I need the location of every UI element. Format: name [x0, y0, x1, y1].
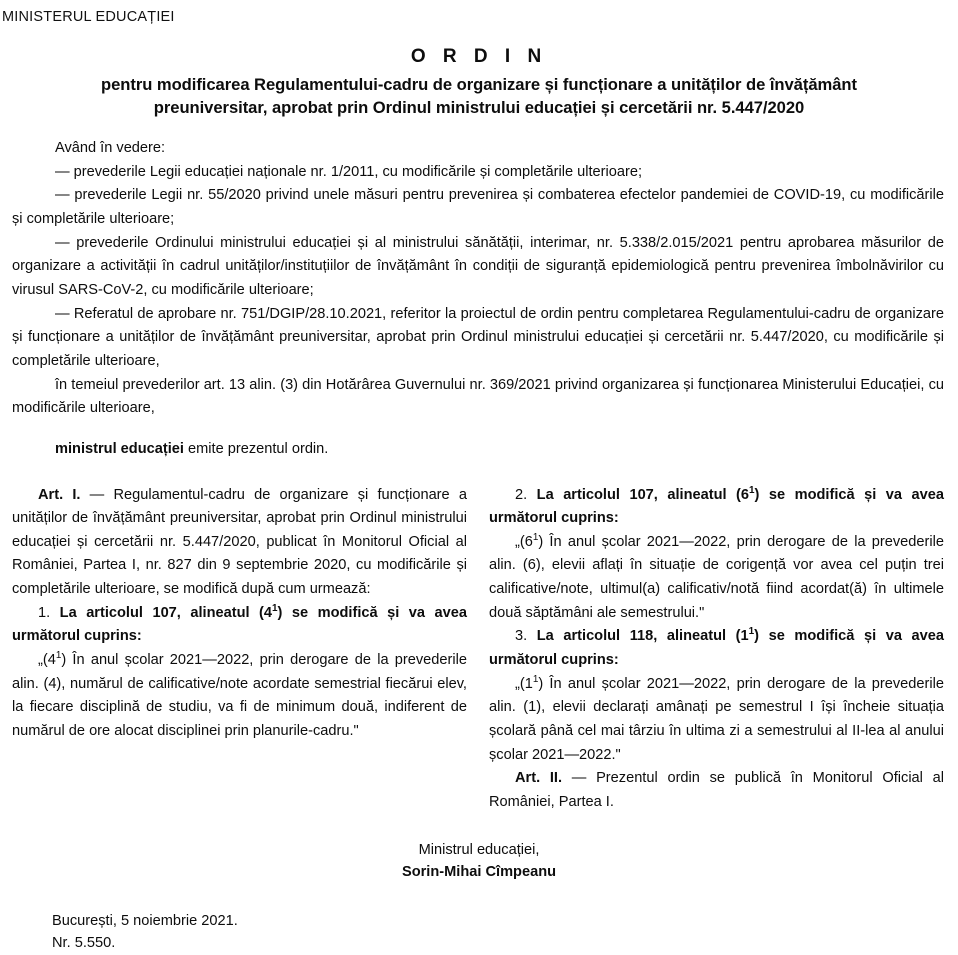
amendment-3-heading	[489, 625, 944, 672]
article-ii-paragraph	[489, 767, 944, 814]
masthead-ministry: MINISTERUL EDUCAȚIEI	[2, 9, 175, 25]
superscript-marker: 1	[55, 650, 62, 662]
page-title: O R D I N	[410, 46, 548, 68]
enactment-rest: emite prezentul ordin.	[183, 440, 329, 457]
amendment-1-heading	[12, 602, 467, 649]
footer-place-date: București, 5 noiembrie 2021.	[52, 913, 238, 930]
article-ii-text: — Prezentul ordin se publică în Monitorul Oficial al României, Partea I.	[489, 770, 944, 810]
preamble-item: — prevederile Legii educației naționale nr. 1/2011, cu modificările și completările ulterioare;	[55, 163, 643, 180]
amendment-1-quote-pre: „(4	[38, 651, 56, 668]
amendment-3-quote-post: ) În anul școlar 2021—2022, prin derogare de la prevederile alin. (1), elevii declarați amânați pe semestrul I își încheie situația școlară până cel mai târziu în ultima zi a semestrului al II-lea al anului școlar 2021—2022."	[489, 675, 944, 763]
preamble-intro: Având în vedere:	[55, 140, 166, 157]
amendment-2-quote-pre: „(6	[515, 533, 533, 550]
footer-number: Nr. 5.550.	[52, 935, 116, 952]
document-subtitle	[14, 74, 944, 120]
preamble-item: — prevederile Legii nr. 55/2020 privind unele măsuri pentru prevenirea și combaterea efectelor pandemiei de COVID-19, cu modificările și completările ulterioare;	[12, 187, 944, 228]
amendment-3-heading-pre: La articolul 118, alineatul (1	[527, 628, 749, 645]
amendment-1-heading-pre: La articolul 107, alineatul (4	[50, 604, 273, 621]
signatory-name: Sorin-Mihai Cîmpeanu	[401, 864, 557, 881]
amendment-3-number: 3.	[515, 628, 528, 645]
preamble-section	[0, 137, 958, 461]
preamble-enactment	[12, 438, 944, 462]
amendment-2-heading-post: ) se modifică și va avea următorul cuprins:	[489, 486, 944, 527]
amendment-2-heading	[489, 484, 944, 531]
superscript-marker: 1	[272, 602, 278, 614]
amendment-2-quote-post: ) În anul școlar 2021—2022, prin derogare de la prevederile alin. (6), elevii aflați în situație de corigență vor avea cel puțin trei calificative/note, ultimul(a) calificativ/notă fiind acordat(ă) în ultimele două săptămâni ale semestrului."	[489, 533, 944, 621]
subtitle-line-1: pentru modificarea Regulamentului-cadru de organizare și funcționare a unităților de învățământ	[101, 75, 857, 95]
amendment-2-number: 2.	[515, 486, 528, 503]
superscript-marker: 1	[532, 673, 539, 685]
amendment-2-heading-pre: La articolul 107, alineatul (6	[527, 486, 750, 503]
superscript-marker: 1	[532, 531, 539, 543]
enactment-minister-label: ministrul educației	[55, 440, 184, 457]
left-column	[12, 484, 467, 815]
amendment-2-heading-text	[489, 484, 944, 527]
article-i-label: Art. I.	[38, 486, 81, 503]
amendment-1-number: 1.	[38, 604, 51, 621]
title-block	[0, 46, 958, 120]
amendment-3-quote	[489, 673, 944, 768]
footer-block	[0, 910, 958, 954]
preamble-item: — Referatul de aprobare nr. 751/DGIP/28.10.2021, referitor la proiectul de ordin pentru completarea Regulamentului-cadru de organizare și funcționare a unităților de învățământ preuniversitar, aprobat prin Ordinul ministrului educației și cercetării nr. 5.447/2020, cu modificările și completările ulterioare,	[12, 305, 944, 369]
article-i-text: — Regulamentul-cadru de organizare și funcționare a unităților de învățământ preuniversitar, aprobat prin Ordinul ministrului educației și cercetării nr. 5.447/2020, publicat în Monitorul Oficial al României, Partea I, nr. 827 din 9 septembrie 2020, cu modificările și completările ulterioare, se modifică după cum urmează:	[12, 486, 467, 598]
amendment-1-heading-text	[12, 602, 467, 645]
preamble-item: — prevederile Ordinului ministrului educației și al ministrului sănătății, interimar, nr. 5.338/2.015/2021 pentru aprobarea măsurilor de organizare a activității în cadrul unităților/instituțiilor de învățământ în condiții de siguranță epidemiologică pentru prevenirea îmbolnăvirilor cu virusul SARS-CoV-2, cu modificările ulterioare;	[12, 234, 944, 299]
amendment-3-heading-text	[489, 628, 944, 668]
body-columns	[0, 484, 958, 815]
article-i-paragraph	[12, 484, 467, 602]
amendment-3-heading-post: ) se modifică și va avea următorul cuprins:	[489, 628, 944, 668]
signature-block	[0, 840, 958, 884]
amendment-1-quote	[12, 649, 467, 744]
amendment-3-quote-pre: „(1	[515, 675, 533, 692]
subtitle-line-2: preuniversitar, aprobat prin Ordinul ministrului educației și cercetării nr. 5.447/2020	[153, 98, 805, 118]
article-ii-label: Art. II.	[515, 770, 563, 787]
signatory-role: Ministrul educației,	[418, 842, 540, 859]
preamble-item: în temeiul prevederilor art. 13 alin. (3) din Hotărârea Guvernului nr. 369/2021 privind organizarea și funcționarea Ministerului Educației, cu modificările ulterioare,	[12, 376, 944, 417]
superscript-marker: 1	[748, 626, 755, 638]
amendment-1-quote-post: ) În anul școlar 2021—2022, prin derogare de la prevederile alin. (4), numărul de calificative/note acordate semestrial fiecărui elev, la fiecare disciplină de studiu, va fi de minimum două, indiferent de numărul de ore alocat disciplinei prin planurile-cadru."	[12, 651, 467, 739]
amendment-2-quote	[489, 531, 944, 626]
superscript-marker: 1	[749, 484, 755, 496]
right-column	[489, 484, 944, 815]
amendment-1-heading-post: ) se modifică și va avea următorul cuprins:	[12, 604, 467, 645]
